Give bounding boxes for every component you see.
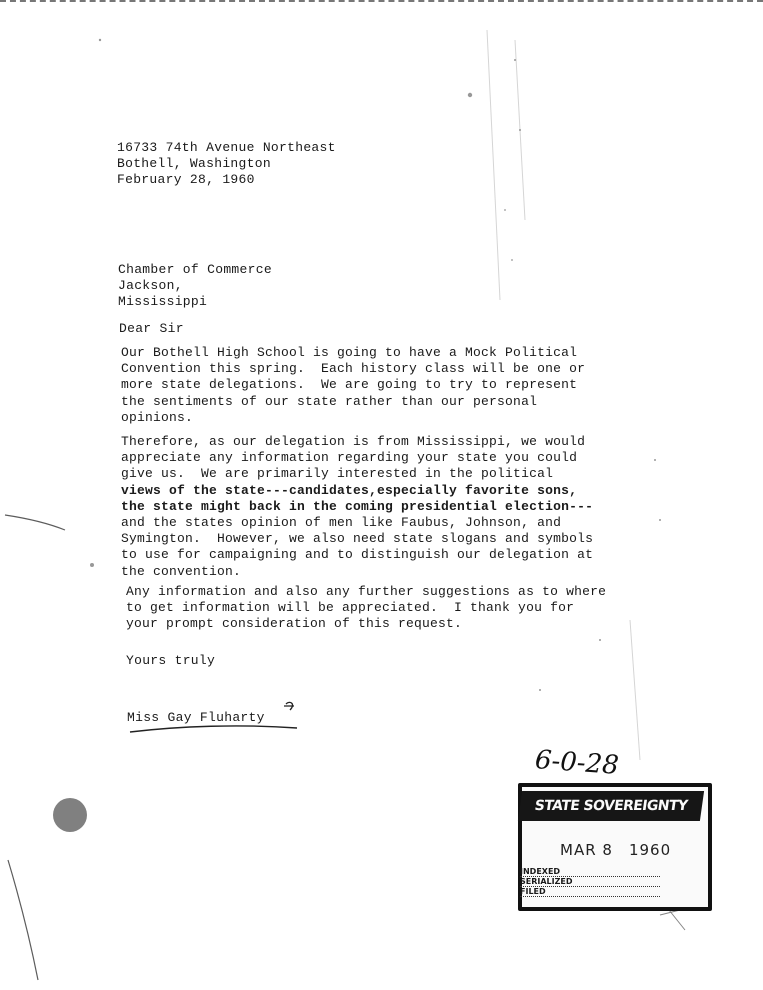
address-line: Bothell, Washington [117, 156, 271, 171]
body-line: appreciate any information regarding your state you could [121, 450, 578, 466]
recipient-line: Mississippi [118, 294, 208, 309]
body-paragraph-3 [126, 584, 606, 633]
body-line: to use for campaigning and to distinguish our delegation at [121, 547, 594, 563]
salutation: Dear Sir [119, 321, 184, 336]
body-line: Therefore, as our delegation is from Mississippi, we would [121, 434, 586, 449]
body-line: Symington. However, we also need state slogans and symbols [121, 531, 594, 547]
return-address [117, 140, 336, 188]
body-line: to get information will be appreciated. I thank you for [126, 600, 575, 616]
recipient-line: Jackson, [118, 278, 183, 293]
body-line: views of the state---candidates,especially favorite sons, [121, 482, 578, 498]
letter-date: February 28, 1960 [117, 172, 255, 187]
commission-stamp [518, 775, 706, 910]
body-line: the sentiments of our state rather than our personal [121, 393, 538, 409]
inside-address [118, 262, 272, 310]
body-line: more state delegations. We are going to try to represent [121, 377, 578, 393]
body-line: and the states opinion of men like Faubus, Johnson, and [121, 515, 562, 531]
stamp-date-day: MAR 8 [560, 841, 613, 859]
stamp-routing-line: SERIALIZED [520, 877, 660, 887]
stamp-routing [520, 867, 660, 897]
body-line: give us. We are primarily interested in the political [121, 466, 554, 482]
body-paragraph-2 [121, 434, 593, 580]
body-line: Our Bothell High School is going to have a Mock Political [121, 345, 578, 360]
recipient-line: Chamber of Commerce [118, 262, 272, 277]
stamp-date [560, 841, 671, 859]
body-line: Any information and also any further suggestions as to where [126, 584, 607, 599]
signature-underline [130, 726, 297, 732]
body-paragraph-1 [121, 345, 585, 426]
body-line: the state might back in the coming presidential election--- [121, 498, 594, 514]
body-line: Convention this spring. Each history class will be one or [121, 361, 586, 377]
signature: Miss Gay Fluharty [127, 710, 265, 725]
stamp-date-year: 1960 [628, 841, 672, 859]
stamp-routing-line: FILED [520, 887, 660, 897]
file-number: 6-0-28 [534, 745, 620, 781]
address-line: 16733 74th Avenue Northeast [117, 140, 336, 155]
body-line: the convention. [121, 563, 242, 579]
stamp-title: STATE SOVEREIGNTY COMMISSION [518, 791, 704, 821]
body-line: your prompt consideration of this request. [126, 616, 463, 632]
body-line: opinions. [121, 409, 194, 425]
stamp-routing-line: INDEXED [520, 867, 660, 877]
closing: Yours truly [126, 653, 216, 668]
